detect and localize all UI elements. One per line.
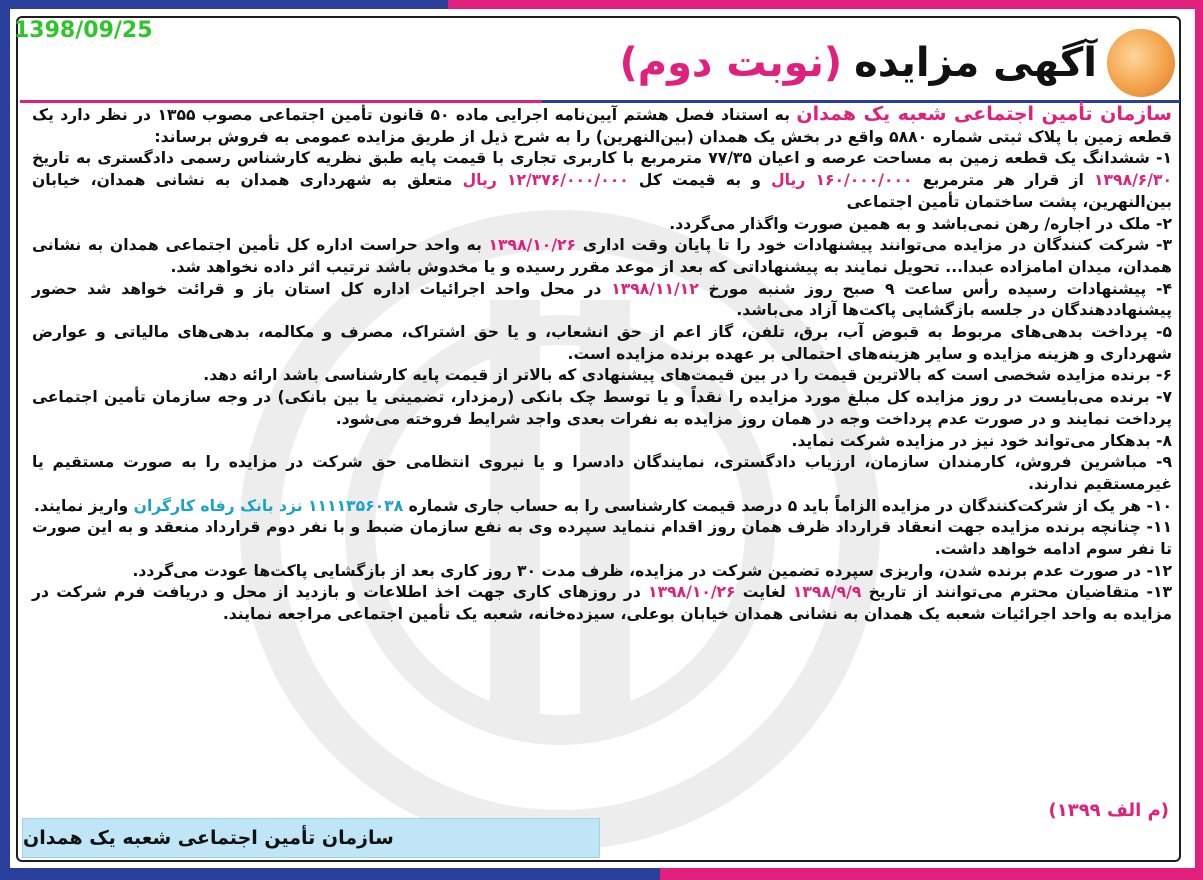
item-12: ۱۲- در صورت عدم برنده شدن، واریزی سپرده تضمین شرکت در مزایده، ظرف مدت ۳۰ روز کاری بعد از بازگشایی پاکت‌ها عودت می‌گردد. xyxy=(132,561,1172,580)
item-1 xyxy=(32,148,1172,213)
item-1-total-price: ۱۲/۳۷۶/۰۰۰/۰۰۰ ریال xyxy=(462,171,629,190)
item-2: ۲- ملک در اجاره/ رهن نمی‌باشد و به همین صورت واگذار می‌گردد. xyxy=(669,214,1172,233)
item-13-date-from: ۱۳۹۸/۹/۹ xyxy=(792,583,862,602)
item-3-text-b: به واحد حراست اداره کل تأمین اجتماعی همدان به نشانی همدان، میدان امامزاده عبدا... تحویل نمایند به پیشنهاداتی که بعد از موعد مقرر رسیده و یا مخدوش باشد ترتیب اثر داده نخواهد شد. xyxy=(32,236,1172,276)
item-1-price-per-m2: ۱۶۰/۰۰۰/۰۰۰ ریال xyxy=(771,171,913,190)
item-7: ۷- برنده می‌بایست در روز مزایده کل مبلغ مورد مزایده را نقداً و یا توسط چک بانکی (رمزدار، تضمینی یا بین بانکی) در وجه سازمان تأمین اجتماعی پرداخت نمایند و در صورت عدم پرداخت وجه در همان روز مزایده به نفرات بعدی واجد شرایط فروخته می‌شود. xyxy=(32,388,1172,428)
item-10-text-b: واریز نمایند. xyxy=(33,496,134,515)
notice-code: (م الف ۱۳۹۹) xyxy=(1048,800,1169,821)
top-color-bar xyxy=(0,0,1203,9)
item-10 xyxy=(32,496,1172,518)
item-1-text-d: متعلق به شهرداری همدان به نشانی همدان، خیابان بین‌النهرین، پشت ساختمان تأمین اجتماعی xyxy=(32,171,1172,211)
page-subtitle: (نوبت دوم) xyxy=(619,40,843,86)
item-6: ۶- برنده مزایده شخصی است که بالاترین قیمت را در بین قیمت‌های پیشنهادی که بالاتر از قیمت پایه کارشناسی باشد ارائه دهد. xyxy=(203,366,1172,385)
intro-org: سازمان تأمین اجتماعی شعبه یک همدان xyxy=(796,103,1172,125)
bottom-color-bar xyxy=(0,868,1203,880)
item-3-text-a: ۳- شرکت کنندگان در مزایده می‌توانند پیشنهادات خود را تا پایان وقت اداری xyxy=(576,236,1173,255)
item-1-text-c: و به قیمت کل xyxy=(628,171,772,190)
publish-date: 1398/09/25 xyxy=(14,18,153,43)
item-3 xyxy=(32,235,1172,278)
notice-body xyxy=(32,104,1172,626)
item-13-text-a: ۱۳- متقاضیان محترم می‌توانند از تاریخ xyxy=(861,583,1172,602)
item-13-text-b: لغایت xyxy=(735,583,793,602)
item-13 xyxy=(32,582,1172,625)
page-title: آگهی مزایده xyxy=(854,40,1097,86)
item-1-text-b: از قرار هر مترمربع xyxy=(912,171,1094,190)
title-block xyxy=(619,26,1175,100)
item-9: ۹- مباشرین فروش، کارمندان سازمان، ارزیاب دادگستری، نمایندگان دادسرا و یا نیروی انتظامی حق شرکت در مزایده را به صورت مستقیم یا غیرمستقیم ندارند. xyxy=(32,453,1172,493)
item-4-text-a: ۴- پیشنهادات رسیده رأس ساعت ۹ صبح روز شنبه مورخ xyxy=(698,279,1172,298)
item-4-date: ۱۳۹۸/۱۱/۱۲ xyxy=(611,279,699,298)
item-11: ۱۱- چنانچه برنده مزایده جهت انعقاد قرارداد ظرف همان روز اقدام ننماید سپرده وی به نفع سازمان ضبط و با نفر دوم قرارداد منعقد و به این صورت تا نفر سوم ادامه خواهد داشت. xyxy=(32,518,1172,559)
orange-circle-icon xyxy=(1107,29,1175,97)
item-1-date: ۱۳۹۸/۶/۳۰ xyxy=(1094,171,1173,190)
item-13-date-to: ۱۳۹۸/۱۰/۲۶ xyxy=(648,583,736,602)
item-3-date: ۱۳۹۸/۱۰/۲۶ xyxy=(488,236,577,255)
item-1-text-a: ۱- ششدانگ یک قطعه زمین به مساحت عرصه و اعیان ۷۷/۳۵ مترمربع با کاربری تجاری با قیمت پایه طبق نظریه کارشناس رسمی دادگستری به تاریخ xyxy=(32,149,1172,168)
signature-text: سازمان تأمین اجتماعی شعبه یک همدان xyxy=(23,827,394,849)
intro-text: به استناد فصل هشتم آیین‌نامه اجرایی ماده ۵۰ قانون تأمین اجتماعی مصوب ۱۳۵۵ در نظر دارد یک قطعه زمین با پلاک ثبتی شماره ۵۸۸۰ واقع در بخش یک همدان (بین‌النهرین) را به شرح ذیل از طریق مزایده عمومی به فروش برساند: xyxy=(32,106,1172,146)
intro-paragraph xyxy=(32,104,1172,148)
item-4-text-b: در محل واحد اجرائیات اداره کل استان باز و قرائت خواهد شد حضور پیشنهاددهندگان در جلسه بازگشایی پاکت‌ها آزاد می‌باشد. xyxy=(32,279,1172,320)
item-5: ۵- پرداخت بدهی‌های مربوط به قبوض آب، برق، تلفن، گاز اعم از حق انشعاب، و یا حق اشتراک، مصرف و مکالمه، بدهی‌های مالیاتی و عوارض شهرداری و هزینه مزایده و سایر هزینه‌های احتمالی بر عهده برنده مزایده است. xyxy=(32,323,1172,363)
right-color-bar xyxy=(1195,0,1203,880)
signature-box xyxy=(22,818,600,858)
item-10-account: ۱۱۱۱۳۵۶۰۳۸ نزد بانک رفاه کارگران xyxy=(133,496,404,515)
left-color-bar xyxy=(0,0,10,880)
item-13-text-c: در روزهای کاری جهت اخذ اطلاعات و بازدید از محل و دریافت فرم شرکت در مزایده به واحد اجرائیات شعبه یک همدان به نشانی همدان خیابان بوعلی، سیزده‌خانه، شعبه یک تأمین اجتماعی مراجعه نمایند. xyxy=(32,583,1172,624)
item-4 xyxy=(32,279,1172,322)
item-8: ۸- بدهکار می‌تواند خود نیز در مزایده شرکت نماید. xyxy=(791,431,1172,450)
item-10-text-a: ۱۰- هر یک از شرکت‌کنندگان در مزایده الزاماً باید ۵ درصد قیمت کارشناسی را به حساب جاری شماره xyxy=(403,496,1172,515)
